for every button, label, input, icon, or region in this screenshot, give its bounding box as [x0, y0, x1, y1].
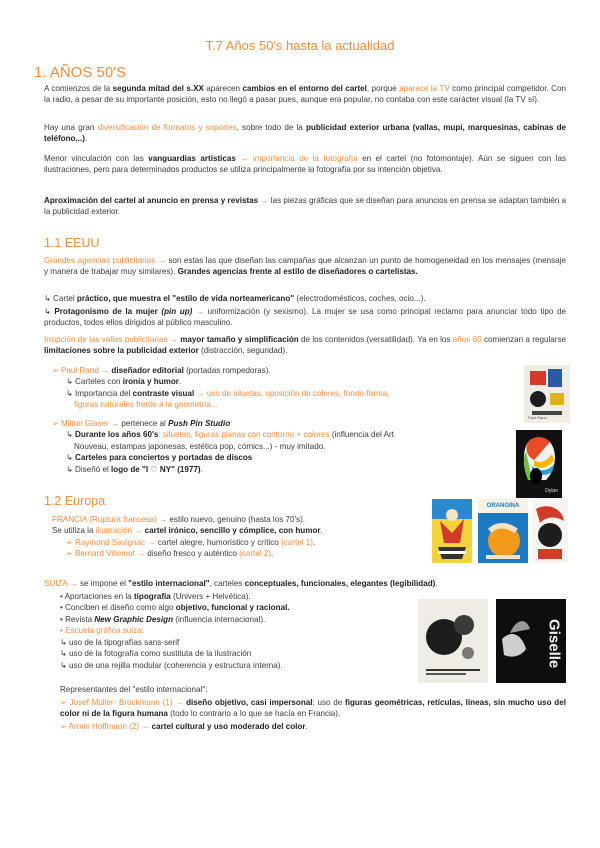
text-run: ↳ Carteles con: [66, 377, 123, 387]
list-line: [52, 525, 432, 536]
text-run: ↳ uso de la tipografías sans-serif: [60, 637, 180, 647]
text-run: años 60: [452, 335, 482, 344]
text-run: aparecen: [203, 84, 243, 93]
text-run: de los contenidos (versatilidad). Ya en los: [298, 335, 453, 344]
text-run: • Conciben el diseño como algo: [60, 603, 176, 613]
list-line: [52, 514, 432, 525]
text-run: • Escuela gráfica suiza:: [60, 626, 144, 636]
text-run: como principal competidor. Con la radio, a pesar de su importante posición, esto no llegó a pasar pues, aunque era popular, no contaba con este carácter visual (la TV sí).: [44, 84, 566, 105]
list-line: [60, 614, 418, 625]
text-run: ➢: [66, 537, 76, 547]
villemot-orangina-poster-image: [478, 499, 528, 563]
text-run: ↳: [66, 430, 76, 440]
text-run: (portadas rompedoras).: [183, 366, 271, 375]
list-suiza: [60, 591, 418, 671]
representantes-label: Representantes del "estilo internacional":: [60, 685, 208, 694]
list-line: [52, 548, 432, 559]
savignac-second-poster-image: [532, 499, 568, 563]
text-run: Aproximación del cartel al anuncio en prensa y revistas: [44, 196, 259, 205]
text-run: publicidad exterior urbana (vallas, mupi, marquesinas, cabinas de teléfono...): [44, 123, 567, 144]
text-run: Menor vinculación con las: [44, 154, 149, 163]
text-run: New Graphic Design: [94, 614, 174, 624]
text-run: SUIZA →: [44, 579, 80, 588]
para-comienzos: [44, 83, 566, 106]
text-run: (electrodomésticos, coches, ocio...).: [294, 294, 426, 303]
text-run: cambios en el entorno del cartel: [242, 84, 367, 93]
text-run: .: [305, 722, 308, 731]
text-run: pertenece al: [121, 419, 169, 428]
text-run: : siluetas, figuras planas con contorno + colores: [158, 430, 330, 440]
text-run: ➢: [60, 698, 70, 707]
glaser-poster-label: Dylan: [545, 487, 558, 494]
text-run: Grandes agencias publicitarias →: [44, 256, 166, 265]
text-run: .: [200, 464, 203, 474]
list-line: [52, 418, 522, 429]
muller-brockmann-poster-image: [418, 599, 488, 683]
text-run: →: [192, 307, 208, 316]
milton-glaser-dylan-poster-image: [516, 430, 562, 498]
text-run: aparece la TV: [399, 84, 450, 93]
text-run: (cartel 2): [239, 549, 272, 559]
text-run: Carteles para conciertos y portadas de discos: [75, 453, 253, 463]
list-line: [52, 429, 522, 440]
text-run: ilustración →: [95, 526, 143, 536]
text-run: logo de "I ♡ NY" (1977): [111, 464, 201, 474]
text-run: las piezas gráficas que se diseñan para anuncios en prensa se adaptan también a la publicidad exterior.: [44, 196, 566, 217]
heading-eeuu: 1.1 EEUU: [44, 236, 100, 250]
text-run: Milton Glaser →: [61, 419, 122, 428]
list-line: [52, 464, 522, 475]
text-run: Se utiliza la: [52, 526, 96, 536]
text-run: Push Pin Studio: [168, 419, 231, 428]
orangina-title: ORANGINA: [486, 503, 520, 509]
para-armin-hoffmann: [60, 721, 566, 732]
text-run: ➢: [52, 419, 62, 428]
text-run: .: [178, 377, 182, 387]
heading-europa: 1.2 Europa: [44, 494, 106, 508]
list-paul-rand: [52, 365, 522, 411]
text-run: Raymond Savignac →: [75, 537, 156, 547]
para-cartel-practico: [44, 293, 566, 304]
text-run: , sobre todo de la: [236, 123, 306, 132]
text-run: ↳ Importancia del: [66, 388, 133, 398]
text-run: .: [313, 537, 316, 547]
list-line: [60, 637, 418, 648]
text-run: se impone el: [79, 579, 129, 588]
text-run: fotografía: [323, 154, 358, 163]
text-run: (cartel 1): [281, 537, 313, 547]
text-run: (distracción, seguridad).: [198, 346, 288, 356]
text-run: práctico, que muestra el "estilo de vida norteamericano": [76, 294, 295, 303]
paul-rand-poster-image: [524, 365, 570, 423]
text-run: , carteles: [209, 579, 245, 588]
list-line: [52, 376, 522, 387]
para-suiza-intro: [44, 578, 566, 589]
text-run: diseñador editorial: [111, 366, 184, 375]
text-run: figuras geométricas, retículas, líneas, sin mucho uso del color ni de la figura humana: [60, 698, 566, 719]
list-line: [60, 591, 418, 602]
text-run: FRANCIA (Ruptura francesa) →: [52, 515, 168, 524]
text-run: limitaciones sobre la publicidad exterior: [44, 346, 199, 356]
text-run: ↳ uso de una rejilla modular (coherencia y estructura interna).: [60, 660, 283, 670]
text-run: comienzan a regularse: [481, 335, 566, 344]
text-run: • Aportaciones en la: [60, 592, 134, 601]
text-run: Hay una gran: [44, 123, 98, 132]
text-run: (Univers + Helvética).: [170, 592, 251, 601]
text-run: .: [271, 549, 274, 559]
text-run: ironía y humor: [122, 377, 179, 387]
text-run: figuras naturales frente a la geometría...: [74, 400, 218, 410]
text-run: .: [320, 526, 323, 536]
text-run: cartel alegre, humorístico y crítico: [155, 537, 282, 547]
para-muller-brockmann: [60, 697, 566, 720]
text-run: vanguardias artísticas: [148, 154, 236, 163]
para-grandes-agencias: [44, 255, 566, 278]
text-run: .: [84, 134, 88, 144]
heading-anos-50: 1. AÑOS 50'S: [34, 64, 127, 81]
text-run: ↳: [66, 453, 76, 463]
para-protagonismo-mujer: [44, 306, 566, 329]
list-line: [52, 537, 432, 548]
text-run: Paul Rand →: [61, 366, 112, 375]
text-run: son estas las que diseñan las campañas que alcanzan un punto de homogeneidad en los mensajes (mensaje y manera de trabajar muy similares).: [44, 256, 566, 277]
text-run: : uso de: [312, 698, 346, 707]
text-run: estilo nuevo, genuino (hasta los 70's).: [167, 515, 306, 524]
list-milton-glaser: [52, 418, 522, 475]
list-line: [60, 602, 418, 613]
paul-rand-poster-label: Paul Rand: [528, 415, 547, 421]
list-line: [60, 660, 418, 671]
text-run: Bernard Villemot →: [75, 549, 146, 559]
text-run: Protagonismo de la mujer: [54, 307, 162, 316]
text-run: .: [435, 579, 438, 588]
text-run: diversificación de formatos y soportes: [97, 123, 237, 132]
text-run: diseño fresco y auténtico: [145, 549, 240, 559]
text-run: (pin up): [161, 307, 193, 316]
para-vallas: [44, 334, 566, 357]
text-run: segunda mitad del s.XX: [112, 84, 204, 93]
text-run: (todo lo contrario a lo que se hacía en Francia).: [167, 709, 341, 719]
text-run: ➢: [52, 366, 62, 375]
list-line: [52, 388, 522, 399]
text-run: contraste visual: [132, 388, 195, 398]
para-vanguardias: [44, 153, 566, 176]
savignac-poster-image: [432, 499, 472, 563]
text-run: en el cartel (no fotomontaje). Aún se siguen con las ilustraciones, pero para determinados productos se utiliza principalmente la fotografía por su intención objetiva.: [44, 154, 566, 175]
text-run: ➢: [60, 722, 69, 731]
text-run: A comienzos de la: [44, 84, 113, 93]
list-line: [52, 399, 522, 410]
text-run: diseño objetivo, casi impersonal: [186, 698, 313, 707]
text-run: ↳ uso de la fotografía como sustituta de la ilustración: [60, 649, 252, 659]
list-line: [60, 648, 418, 659]
text-run: Armin Hoffmann (2) →: [68, 722, 150, 731]
text-run: mayor tamaño y simplificación: [180, 335, 299, 344]
text-run: , porque: [366, 84, 400, 93]
document-title: T.7 Años 50's hasta la actualidad: [205, 38, 395, 53]
text-run: → importancia de la: [235, 154, 324, 163]
text-run: Durante los años 60's: [75, 430, 159, 440]
text-run: ↳ Cartel: [44, 294, 77, 303]
list-line: [52, 365, 522, 376]
text-run: "estilo internacional": [128, 579, 210, 588]
text-run: Grandes agencias frente al estilo de diseñadores o cartelistas.: [177, 267, 418, 277]
text-run: → uso de siluetas, oposición de colores, fondo-forma,: [194, 388, 390, 398]
text-run: • Revista: [60, 614, 95, 624]
list-francia: [52, 514, 432, 560]
para-aproximacion: [44, 195, 566, 218]
text-run: objetivo, funcional y racional.: [175, 603, 290, 613]
text-run: →: [258, 196, 271, 205]
giselle-title: Giselle: [545, 619, 563, 669]
text-run: cartel irónico, sencillo y cómplice, con humor: [144, 526, 321, 536]
text-run: tipografía: [133, 592, 171, 601]
text-run: ↳: [44, 307, 55, 316]
text-run: conceptuales, funcionales, elegantes (legibilidad): [244, 579, 436, 588]
hoffmann-giselle-poster-image: [496, 599, 566, 683]
list-line: [60, 625, 418, 636]
text-run: (influencia del Art: [329, 430, 394, 440]
text-run: cartel cultural y uso moderado del color: [151, 722, 306, 731]
list-line: [52, 441, 522, 452]
text-run: uniformización (y sexismo). La mujer se usa como principal reclamo para anunciar todo tipo de productos, todos ellos dirigidos al público masculino.: [44, 307, 566, 328]
list-line: [52, 452, 522, 463]
text-run: ↳ Diseñó el: [66, 464, 112, 474]
text-run: (influencia internacional).: [173, 614, 266, 624]
para-diversificacion: [44, 122, 566, 145]
text-run: ➢: [66, 549, 76, 559]
text-run: Irrupción de las vallas publicitarias →: [44, 335, 181, 344]
text-run: Nouveau, estampas japonesas, estética pop, cómics...) - muy imitado.: [74, 441, 326, 451]
text-run: Josef Müller- Brockmann (1) →: [69, 698, 184, 707]
